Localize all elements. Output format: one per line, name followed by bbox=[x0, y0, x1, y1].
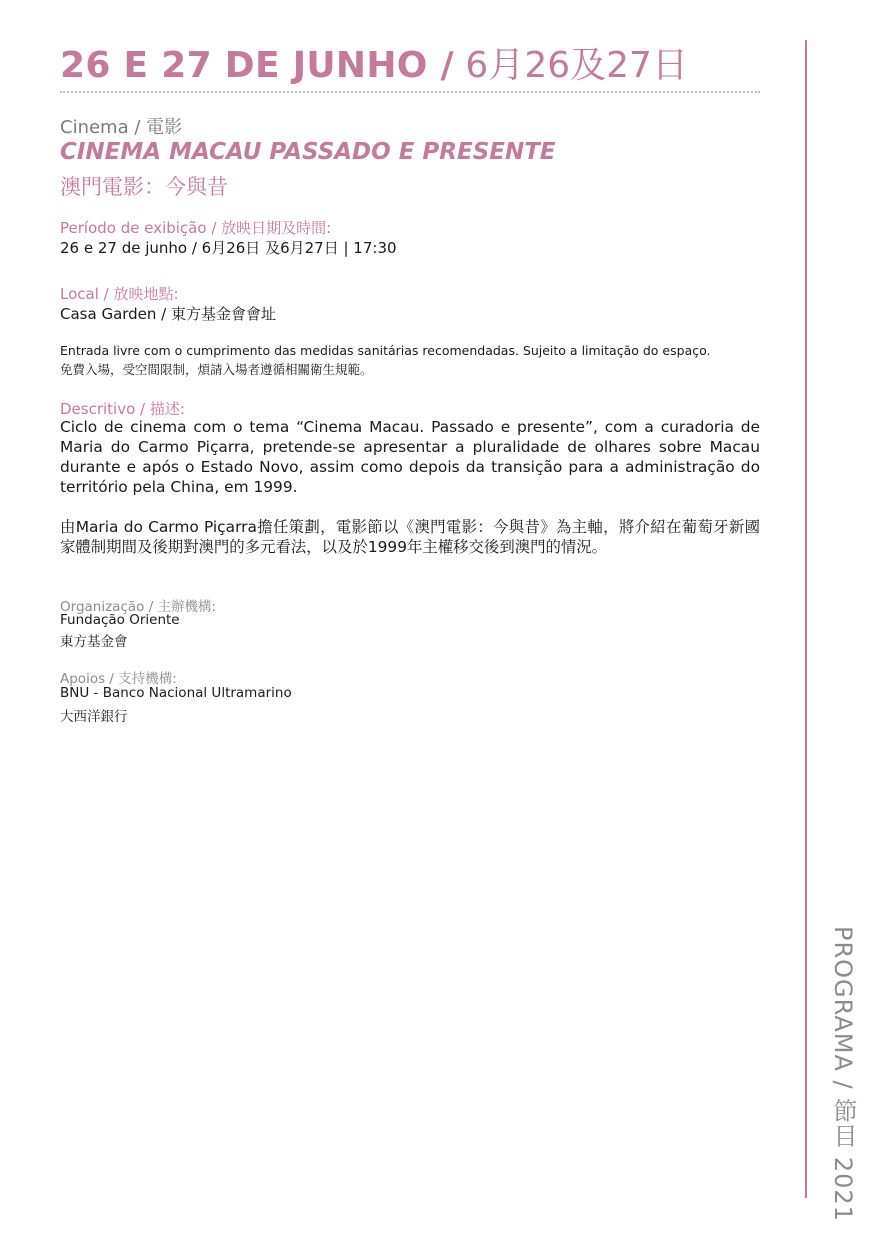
side-program-label: PROGRAMA / 節目 2021 bbox=[829, 926, 857, 1222]
date-heading-zh: 6月26及27日 bbox=[465, 45, 688, 86]
support-name-pt: BNU - Banco Nacional Ultramarino bbox=[60, 685, 292, 701]
description-pt: Ciclo de cinema com o tema “Cinema Macau. Passado e presente”, com a curadoria de Maria do Carmo Piçarra, pretende-se apresentar a pluralidade de olhares sobre Macau durante e após o Estado Novo, assim como depois da transição para a administração do território pela China, em 1999. bbox=[60, 418, 760, 496]
dotted-divider bbox=[60, 91, 760, 93]
location-label: Local / 放映地點: bbox=[60, 285, 179, 303]
date-heading-pt: 26 E 27 DE JUNHO / bbox=[60, 45, 454, 86]
date-heading bbox=[60, 42, 780, 90]
organization-label: Organização / 主辦機構: bbox=[60, 599, 217, 615]
location-value: Casa Garden / 東方基金會會址 bbox=[60, 305, 277, 323]
event-title: CINEMA MACAU PASSADO E PRESENTE bbox=[60, 139, 556, 165]
event-category: Cinema / 電影 bbox=[60, 117, 183, 138]
support-label: Apoios / 支持機構: bbox=[60, 671, 177, 687]
vertical-divider bbox=[805, 40, 807, 1198]
entry-notice-pt: Entrada livre com o cumprimento das medidas sanitárias recomendadas. Sujeito a limitação do espaço. bbox=[60, 343, 711, 358]
organization-name-pt: Fundação Oriente bbox=[60, 612, 180, 628]
screening-period-value: 26 e 27 de junho / 6月26日 及6月27日 | 17:30 bbox=[60, 239, 397, 257]
description-label: Descritivo / 描述: bbox=[60, 400, 185, 418]
organization-name-zh: 東方基金會 bbox=[60, 634, 128, 650]
entry-notice-zh: 免費入場，受空間限制，煩請入場者遵循相關衛生規範。 bbox=[60, 362, 373, 377]
description-zh: 由Maria do Carmo Piçarra擔任策劃，電影節以《澳門電影：今與昔》為主軸，將介紹在葡萄牙新國家體制期間及後期對澳門的多元看法，以及於1999年主權移交後到澳門的情況。 bbox=[60, 518, 760, 556]
event-title-zh: 澳門電影：今與昔 bbox=[60, 175, 228, 199]
support-name-zh: 大西洋銀行 bbox=[60, 709, 128, 725]
screening-period-label: Período de exibição / 放映日期及時間: bbox=[60, 219, 332, 237]
